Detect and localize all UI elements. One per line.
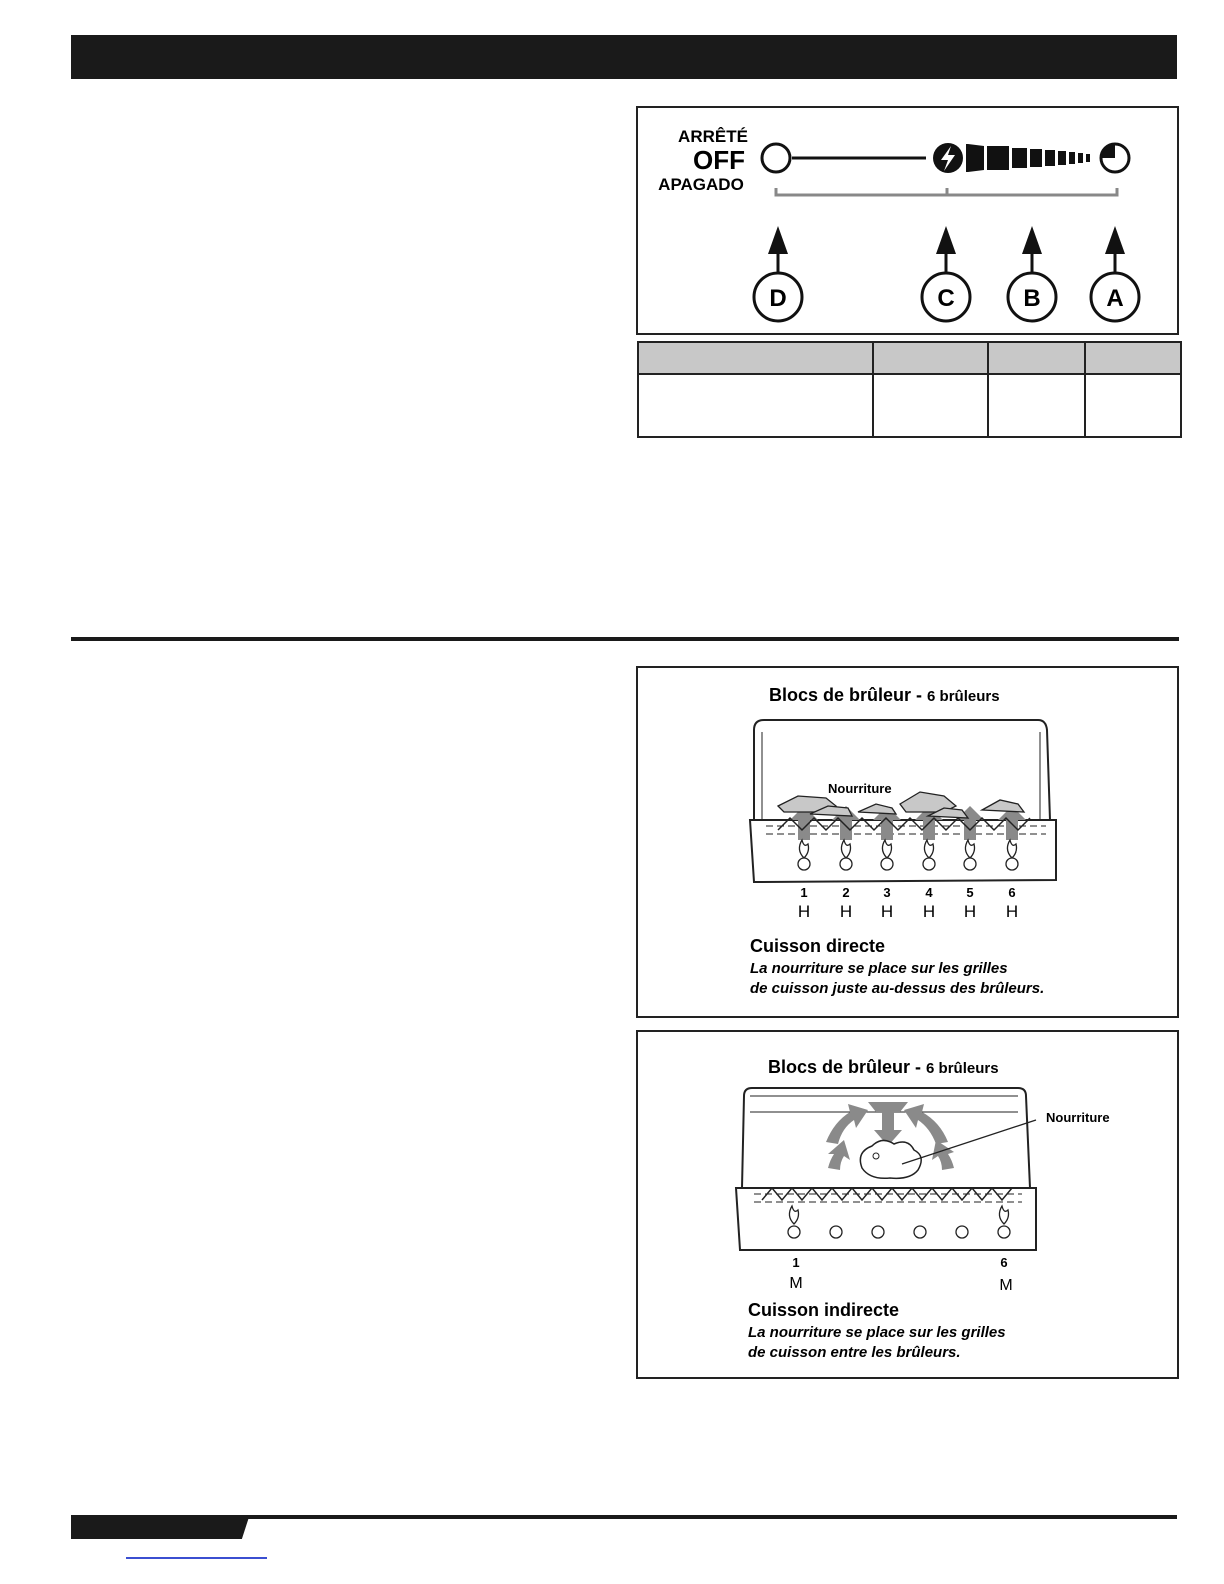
- burner-setting: H: [839, 902, 853, 921]
- burner-setting: M: [789, 1275, 803, 1292]
- table-header-cell: [988, 342, 1085, 374]
- callout-b-label: B: [1023, 285, 1041, 312]
- table-header-cell: [638, 342, 873, 374]
- table-header-cell: [1085, 342, 1181, 374]
- table-cell: [873, 374, 988, 437]
- direct-panel-title: Blocs de brûleur - 6 brûleurs: [769, 685, 1000, 705]
- indirect-heading: Cuisson indirecte: [748, 1300, 900, 1320]
- burner-number: 1: [792, 1255, 800, 1270]
- footer-link-underline[interactable]: [126, 1557, 267, 1559]
- indirect-panel-title: Blocs de brûleur - 6 brûleurs: [768, 1057, 999, 1077]
- table-cell: [638, 374, 873, 437]
- burner-setting: H: [963, 902, 977, 921]
- indirect-desc-line1: La nourriture se place sur les grilles: [748, 1324, 1006, 1341]
- callout-a: [1091, 226, 1139, 321]
- table-header-cell: [873, 342, 988, 374]
- direct-heading: Cuisson directe: [750, 936, 886, 956]
- callout-c: [922, 226, 970, 321]
- direct-food-label: Nourriture: [828, 781, 892, 796]
- food-roast: [860, 1140, 921, 1178]
- page-header-bar: [71, 35, 1177, 79]
- low-position-icon: [1101, 144, 1129, 172]
- table-header-row: [638, 342, 1181, 374]
- knob-label-off: OFF: [693, 145, 745, 175]
- callout-a-label: A: [1106, 285, 1124, 312]
- table-cell: [1085, 374, 1181, 437]
- burner-number: 2: [842, 885, 850, 900]
- knob-diagram: [636, 106, 1179, 335]
- callout-c-label: C: [937, 285, 955, 312]
- knob-diagram-svg: [638, 108, 1181, 337]
- burner-number: 3: [883, 885, 891, 900]
- direct-desc-line1: La nourriture se place sur les grilles: [750, 960, 1008, 977]
- footer-tab: [71, 1517, 249, 1539]
- burner-number: 5: [966, 885, 974, 900]
- indirect-food-label: Nourriture: [1046, 1110, 1110, 1125]
- direct-cooking-panel: [636, 666, 1179, 1018]
- knob-label-es: APAGADO: [658, 175, 744, 194]
- burner-number: 4: [925, 885, 933, 900]
- knob-settings-table: [637, 341, 1182, 438]
- burner-setting: H: [880, 902, 894, 921]
- burner-number: 6: [1000, 1255, 1008, 1270]
- food-leader-line: [902, 1120, 1036, 1164]
- knob-label-fr: ARRÊTÉ: [678, 127, 748, 146]
- section-divider: [71, 637, 1179, 641]
- callout-d: [754, 226, 802, 321]
- table-cell: [988, 374, 1085, 437]
- indirect-cooking-panel: [636, 1030, 1179, 1379]
- knob-range-bracket: [776, 188, 1117, 195]
- grill-firebox: [736, 1188, 1036, 1250]
- burner-setting: H: [1005, 902, 1019, 921]
- flame-intensity-scale: [966, 144, 1090, 172]
- burner-setting: H: [797, 902, 811, 921]
- food-pieces: [778, 792, 1024, 818]
- callout-d-label: D: [769, 285, 787, 312]
- burner-number: 1: [800, 885, 808, 900]
- burner-setting: H: [922, 902, 936, 921]
- burner-setting: M: [999, 1277, 1013, 1294]
- indirect-cooking-diagram: [638, 1032, 1181, 1381]
- burner-number: 6: [1008, 885, 1016, 900]
- callout-b: [1008, 226, 1056, 321]
- ignite-icon: [933, 143, 963, 173]
- table-row: [638, 374, 1181, 437]
- direct-desc-line2: de cuisson juste au-dessus des brûleurs.: [750, 980, 1045, 997]
- off-position-circle: [762, 144, 790, 172]
- direct-cooking-diagram: [638, 668, 1181, 1020]
- indirect-desc-line2: de cuisson entre les brûleurs.: [748, 1344, 961, 1361]
